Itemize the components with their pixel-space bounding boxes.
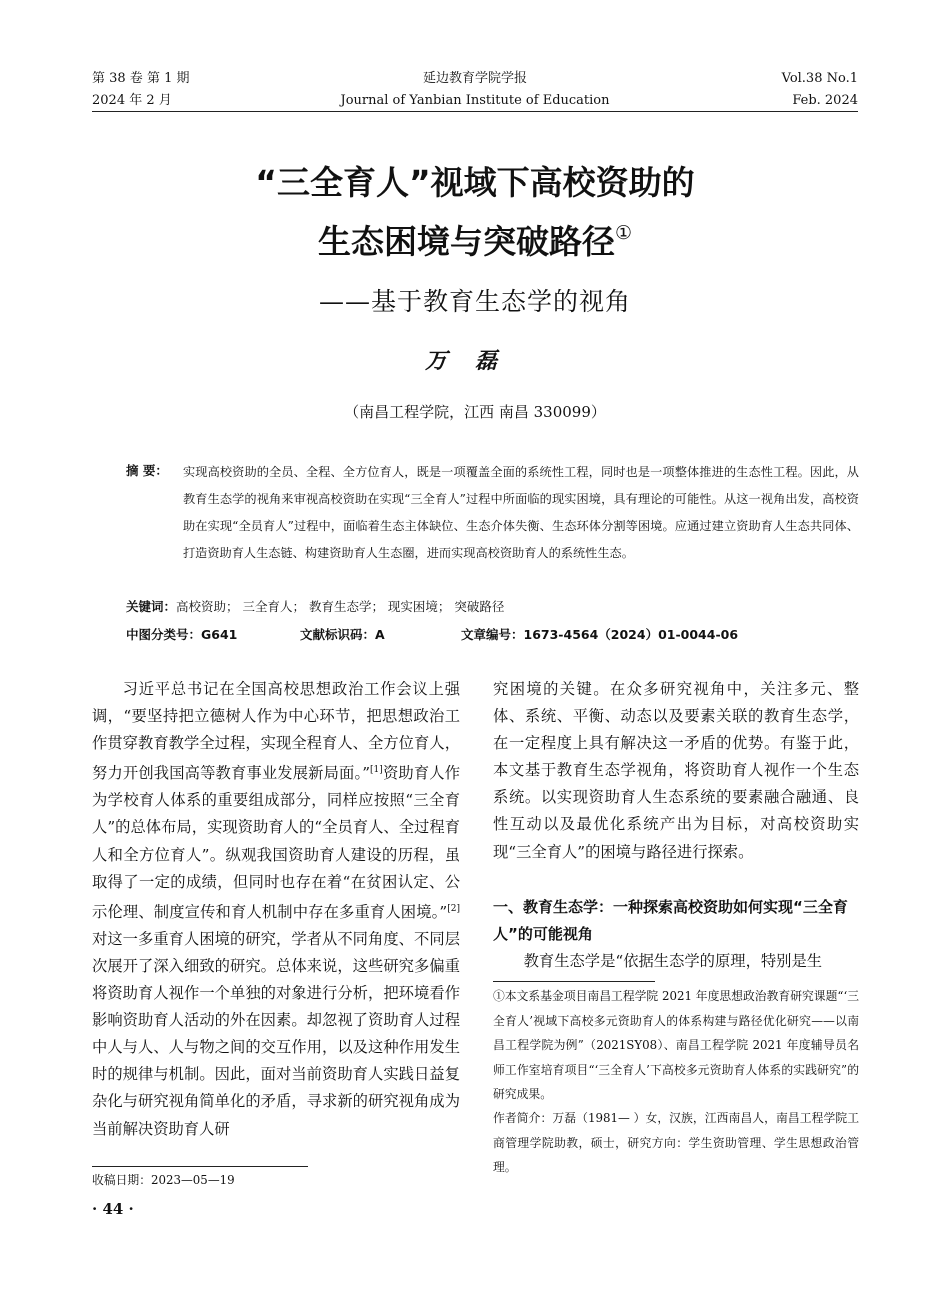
- footnote-fund: ①本文系基金项目南昌工程学院 2021 年度思想政治教育研究课题“‘三全育人’视域下高校多元资助育人的体系构建与路径优化研究——以南昌工程学院为例”（2021SY08）、南昌工程学院 2021 年度辅导员名师工作室培育项目“‘三全育人’下高校多元资助育人体系的实践研究”的研究成果。: [493, 989, 859, 1101]
- body-paragraph-continued: 究困境的关键。在众多研究视角中，关注多元、整体、系统、平衡、动态以及要素关联的教育生态学，在一定程度上具有解决这一矛盾的优势。有鉴于此，本文基于教育生态学视角，将资助育人视作一个生态系统。以实现资助育人生态系统的要素融合融通、良性互动以及最优化系统产出为目标，对高校资助实现“三全育人”的困境与路径进行探索。: [493, 680, 859, 861]
- clc-number: [126, 626, 237, 644]
- abstract-text: 实现高校资助的全员、全程、全方位育人，既是一项覆盖全面的系统性工程，同时也是一项整体推进的生态性工程。因此，从教育生态学的视角来审视高校资助在实现“三全育人”过程中所面临的现实困境，具有理论的可能性。从这一视角出发，高校资助在实现“全员育人”过程中，面临着生态主体缺位、生态介体失衡、生态环体分割等困境。应通过建立资助育人生态共同体、打造资助育人生态链、构建资助育人生态圈，进而实现高校资助育人的系统性生态。: [183, 465, 859, 560]
- article-id-label: 文章编号：: [461, 627, 524, 642]
- article-id-value: 1673-4564（2024）01-0044-06: [523, 627, 739, 642]
- page-number: · 44 ·: [92, 1200, 134, 1218]
- doc-code-value: A: [375, 627, 385, 642]
- body-p1c-text: 对这一多重育人困境的研究，学者从不同角度、不同层次展开了深入细致的研究。总体来说，这些研究多偏重将资助育人视作一个单独的对象进行分析，把环境看作影响资助育人活动的外在因素。却忽视了资助育人过程中人与人、人与物之间的交互作用，以及这种作用发生时的规律与机制。因此，面对当前资助育人实践日益复杂化与研究视角简单化的矛盾，寻求新的研究视角成为当前解决资助育人研: [92, 929, 460, 1138]
- citation-2[interactable]: [2]: [447, 903, 460, 914]
- footnote-author-bio: 作者简介：万磊（1981— ）女，汉族，江西南昌人，南昌工程学院工商管理学院助教，硕士，研究方向：学生资助管理、学生思想政治管理。: [493, 1111, 859, 1174]
- journal-volume-issue: 第 38 卷 第 1 期: [92, 71, 190, 86]
- footnote-rule-left: [92, 1166, 308, 1167]
- clc-value: G641: [201, 627, 238, 642]
- journal-date-en: Feb. 2024: [792, 93, 858, 108]
- keywords-text: 高校资助； 三全育人； 教育生态学； 现实困境； 突破路径: [176, 599, 505, 614]
- body-p1b-text: 资助育人作为学校育人体系的重要组成部分，同样应按照“三全育人”的总体布局，实现资助育人的“全员育人、全过程育人和全方位育人”。纵观我国资助育人建设的历程，虽取得了一定的成绩，但同时也存在着“在贫困认定、公示伦理、制度宣传和育人机制中存在多重育人困境。”: [92, 764, 460, 921]
- article-title-line1: “三全育人”视域下高校资助的: [255, 163, 695, 202]
- body-paragraph-1: [92, 676, 460, 1143]
- citation-1[interactable]: [1]: [370, 765, 383, 776]
- body-right-column: [493, 676, 859, 866]
- received-date: 收稿日期：2023—05—19: [92, 1173, 235, 1187]
- clc-label: 中图分类号：: [126, 627, 202, 642]
- body-left-column: [92, 676, 460, 1143]
- doc-code-label: 文献标识码：: [300, 627, 376, 642]
- article-subtitle: ——基于教育生态学的视角: [318, 287, 631, 316]
- section-heading-1: 一、教育生态学：一种探索高校资助如何实现“三全育人”的可能视角: [493, 898, 848, 943]
- article-id: [461, 626, 738, 644]
- keywords: [126, 598, 504, 616]
- article-title-line2: [0, 208, 950, 267]
- document-code: [300, 626, 385, 644]
- keywords-label: 关键词：: [126, 599, 177, 614]
- body-paragraph-2: 教育生态学是“依据生态学的原理，特别是生: [523, 952, 823, 970]
- author-affiliation: （南昌工程学院，江西 南昌 330099）: [344, 403, 606, 421]
- body-p1-text: 习近平总书记在全国高校思想政治工作会议上强调，“要坚持把立德树人作为中心环节，把思想政治工作贯穿教育教学全过程，实现全程育人、全方位育人，努力开创我国高等教育事业发展新局面。”: [92, 680, 460, 783]
- title-footnote-mark: ①: [614, 222, 633, 244]
- header-rule: [92, 111, 858, 112]
- footnote-rule-right: [493, 981, 655, 982]
- journal-title-en: Journal of Yanbian Institute of Education: [340, 93, 610, 108]
- journal-title-cn: 延边教育学院学报: [422, 71, 527, 86]
- journal-date: 2024 年 2 月: [92, 93, 172, 108]
- body-section-1-start: [493, 948, 859, 975]
- article-title-line2-text: 生态困境与突破路径: [317, 222, 615, 261]
- journal-vol-no-en: Vol.38 No.1: [781, 71, 858, 86]
- article-author: 万磊: [424, 348, 525, 374]
- abstract-label: 摘 要：: [126, 463, 168, 478]
